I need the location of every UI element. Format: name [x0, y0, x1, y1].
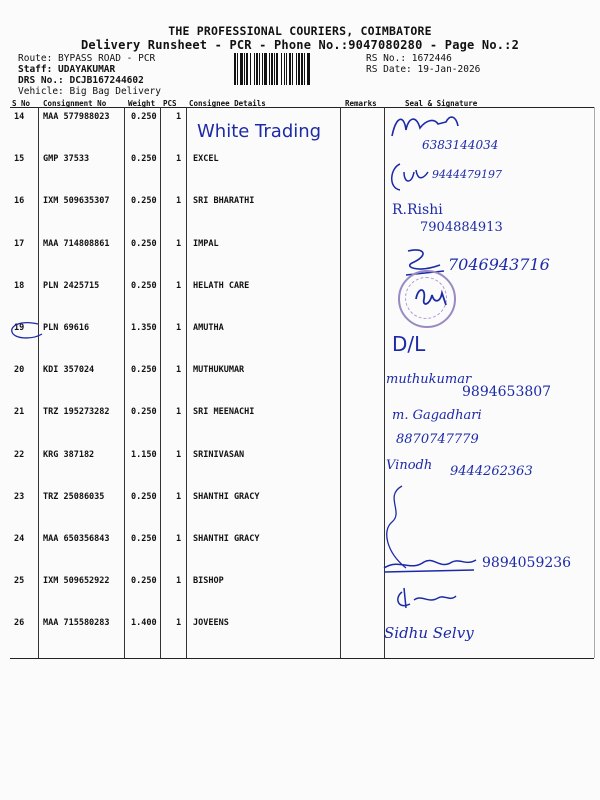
- table-bottom-rule: [10, 658, 594, 659]
- barcode-bar: [259, 53, 260, 85]
- barcode-bar: [307, 53, 310, 85]
- signature-14: [386, 110, 466, 140]
- row-sno: 19: [14, 323, 25, 333]
- row-consignment-number: IXM 509635307: [43, 196, 110, 207]
- row-pcs: 1: [176, 576, 182, 587]
- column-header-consignee: Consignee Details: [189, 99, 266, 108]
- barcode-bar: [271, 53, 273, 85]
- row-sno: 23: [14, 491, 25, 502]
- row-consignee: AMUTHA: [193, 323, 224, 333]
- barcode-bar: [240, 53, 243, 85]
- rs-number: RS No.: 1672446: [366, 53, 452, 64]
- column-header-seal-signature: Seal & Signature: [405, 99, 478, 108]
- table-row: [0, 576, 600, 618]
- handwritten-remark: D/L: [392, 332, 426, 356]
- handwritten-signature: R.Rishi: [392, 202, 443, 218]
- handwritten-phone: 9894653807: [462, 384, 552, 400]
- row-pcs: 1: [176, 238, 182, 249]
- row-weight: 1.400: [131, 618, 157, 629]
- row-sno: 24: [14, 534, 25, 544]
- row-sno: 17: [14, 238, 25, 249]
- row-sno: 14: [14, 112, 25, 122]
- row-pcs: 1: [176, 280, 182, 291]
- handwritten-signature: Sidhu Selvy: [384, 624, 474, 642]
- row-weight: 0.250: [131, 238, 157, 249]
- row-consignment-number: IXM 509652922: [43, 576, 110, 587]
- signature-25: [392, 584, 462, 612]
- row-consignment-number: PLN 2425715: [43, 280, 100, 291]
- row-sno: 22: [14, 449, 25, 460]
- barcode-bar: [289, 53, 291, 85]
- row-consignment-number: MAA 650356843: [43, 534, 110, 544]
- handwritten-phone: 9444262363: [450, 464, 533, 479]
- barcode-bar: [246, 53, 248, 85]
- table-row: [0, 323, 600, 365]
- handwritten-phone: 7046943716: [448, 255, 550, 274]
- row-consignee: BISHOP: [193, 576, 224, 587]
- row-pcs: 1: [176, 407, 182, 418]
- barcode-bar: [234, 53, 236, 85]
- column-header-remarks: Remarks: [345, 99, 377, 108]
- drs-number: DRS No.: DCJB167244602: [18, 75, 144, 86]
- row-pcs: 1: [176, 449, 182, 460]
- handwritten-phone: 9894059236: [482, 555, 572, 571]
- row-consignee: SRI BHARATHI: [193, 196, 255, 207]
- handwritten-signature: muthukumar: [386, 372, 472, 387]
- table-row: [0, 281, 600, 323]
- row-weight: 0.250: [131, 407, 157, 418]
- row-consignment-number: MAA 715580283: [43, 618, 110, 629]
- table-row: [0, 154, 600, 196]
- row-consignee: JOVEENS: [193, 618, 229, 629]
- barcode-bar: [301, 53, 303, 85]
- barcode-bar: [274, 53, 275, 85]
- handwritten-signature: m. Gagadhari: [392, 408, 482, 423]
- barcode-bar: [276, 53, 278, 85]
- row-consignee: HELATH CARE: [193, 280, 250, 291]
- row-pcs: 1: [176, 323, 182, 333]
- row-weight: 1.150: [131, 449, 157, 460]
- row-consignee: SHANTHI GRACY: [193, 534, 260, 544]
- rs-date: RS Date: 19-Jan-2026: [366, 64, 481, 75]
- row-consignee: IMPAL: [193, 238, 219, 249]
- row-weight: 0.250: [131, 154, 157, 165]
- barcode-bar: [269, 53, 270, 85]
- table-row: [0, 407, 600, 449]
- table-row: [0, 196, 600, 238]
- column-header-sno: S No: [12, 99, 31, 108]
- row-sno: 25: [14, 576, 25, 587]
- row-pcs: 1: [176, 112, 182, 122]
- row-sno: 15: [14, 154, 25, 165]
- row-sno: 20: [14, 365, 25, 376]
- column-header-weight: Weight: [128, 99, 156, 108]
- row-consignment-number: KRG 387182: [43, 449, 95, 460]
- barcode-bar: [292, 53, 293, 85]
- row-consignee: MUTHUKUMAR: [193, 365, 245, 376]
- row-weight: 1.350: [131, 323, 157, 333]
- table-row: [0, 492, 600, 534]
- vehicle-info: Vehicle: Big Bag Delivery: [18, 86, 161, 97]
- row-consignment-number: PLN 69616: [43, 323, 90, 333]
- row-weight: 0.250: [131, 576, 157, 587]
- handwritten-consignee: White Trading: [197, 121, 322, 142]
- row-pcs: 1: [176, 534, 182, 544]
- handwritten-phone: 7904884913: [420, 220, 503, 235]
- handwritten-signature: Vinodh: [386, 458, 433, 473]
- row-sno: 16: [14, 196, 25, 207]
- row-pcs: 1: [176, 154, 182, 165]
- runsheet-title: Delivery Runsheet - PCR - Phone No.:9047080280 - Page No.:2: [80, 38, 520, 52]
- row-weight: 0.250: [131, 491, 157, 502]
- row-consignee: SHANTHI GRACY: [193, 491, 260, 502]
- row-weight: 0.250: [131, 534, 157, 544]
- row-sno: 26: [14, 618, 25, 629]
- staff-info: Staff: UDAYAKUMAR: [18, 64, 116, 75]
- barcode-bar: [250, 53, 251, 85]
- row-consignment-number: MAA 577988023: [43, 112, 110, 122]
- row-consignment-number: KDI 357024: [43, 365, 95, 376]
- header-divider: [10, 107, 594, 108]
- barcode: [232, 53, 362, 85]
- row-consignee: EXCEL: [193, 154, 219, 165]
- barcode-bar: [286, 53, 287, 85]
- row-sno: 21: [14, 407, 25, 418]
- barcode-bar: [237, 53, 238, 85]
- barcode-bar: [284, 53, 285, 85]
- barcode-bar: [296, 53, 297, 85]
- column-header-pcs: PCS: [163, 99, 177, 108]
- barcode-bar: [304, 53, 305, 85]
- row-weight: 0.250: [131, 280, 157, 291]
- row-weight: 0.250: [131, 112, 157, 122]
- row-weight: 0.250: [131, 196, 157, 207]
- row-weight: 0.250: [131, 365, 157, 376]
- row-consignment-number: TRZ 195273282: [43, 407, 110, 418]
- handwritten-phone: 6383144034: [422, 138, 499, 152]
- table-row: [0, 618, 600, 660]
- route-info: Route: BYPASS ROAD - PCR: [18, 53, 156, 64]
- barcode-bar: [298, 53, 300, 85]
- column-header-consignment: Consignment No: [43, 99, 107, 108]
- handwritten-phone: 9444479197: [432, 168, 502, 181]
- company-title: THE PROFESSIONAL COURIERS, COIMBATORE: [168, 24, 432, 38]
- signature-18: [412, 285, 452, 311]
- row-consignment-number: TRZ 25086035: [43, 491, 105, 502]
- barcode-bar: [254, 53, 255, 85]
- barcode-bar: [244, 53, 245, 85]
- circle-mark: [8, 320, 44, 342]
- signature-15: [386, 160, 432, 194]
- row-consignment-number: MAA 714808861: [43, 238, 110, 249]
- barcode-bar: [256, 53, 258, 85]
- row-sno: 18: [14, 280, 25, 291]
- barcode-bar: [262, 53, 263, 85]
- signature-24: [380, 552, 480, 576]
- row-pcs: 1: [176, 365, 182, 376]
- barcode-bar: [281, 53, 282, 85]
- handwritten-phone: 8870747779: [396, 432, 479, 447]
- row-consignee: SRINIVASAN: [193, 449, 245, 460]
- row-pcs: 1: [176, 491, 182, 502]
- row-consignee: SRI MEENACHI: [193, 407, 255, 418]
- row-consignment-number: GMP 37533: [43, 154, 90, 165]
- barcode-bar: [264, 53, 267, 85]
- row-pcs: 1: [176, 196, 182, 207]
- row-pcs: 1: [176, 618, 182, 629]
